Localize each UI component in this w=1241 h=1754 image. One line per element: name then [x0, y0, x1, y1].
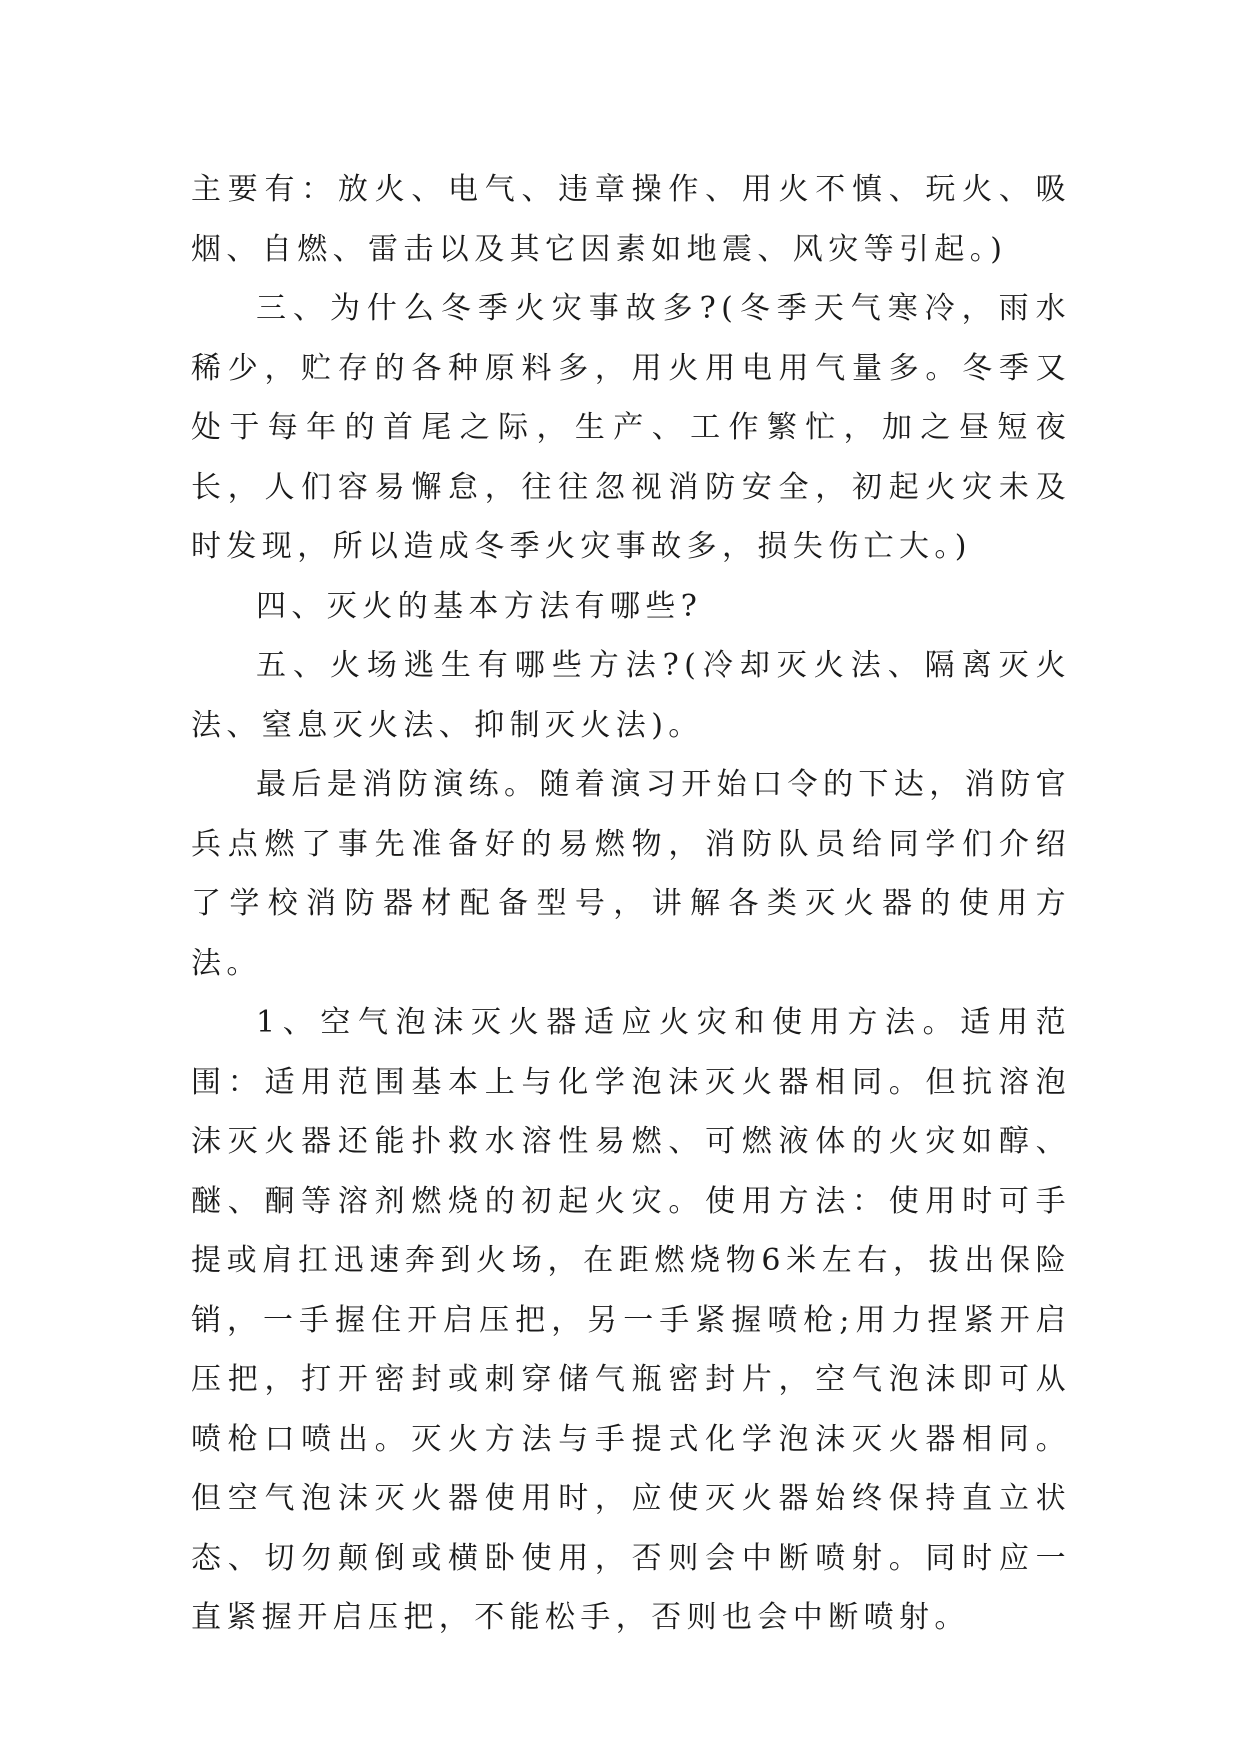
paragraph-escape-methods: 五、火场逃生有哪些方法?(冷却灭火法、隔离灭火法、窒息灭火法、抑制灭火法)。	[191, 648, 1071, 743]
paragraph-causes-continued: 主要有：放火、电气、违章操作、用火不慎、玩火、吸烟、自燃、雷击以及其它因素如地震、风灾等引起。)	[191, 172, 1071, 267]
paragraph-foam-extinguisher: 1、空气泡沫灭火器适应火灾和使用方法。适用范围：适用范围基本上与化学泡沫灭火器相同。但抗溶泡沫灭火器还能扑救水溶性易燃、可燃液体的火灾如醇、醚、酮等溶剂燃烧的初起火灾。使用方法：使用时可手提或肩扛迅速奔到火场，在距燃烧物6米左右，拔出保险销，一手握住开启压把，另一手紧握喷枪;用力捏紧开启压把，打开密封或刺穿储气瓶密封片，空气泡沫即可从喷枪口喷出。灭火方法与手提式化学泡沫灭火器相同。但空气泡沫灭火器使用时，应使灭火器始终保持直立状态、切勿颠倒或横卧使用，否则会中断喷射。同时应一直紧握开启压把，不能松手，否则也会中断喷射。	[191, 1005, 1071, 1635]
paragraph-fire-drill: 最后是消防演练。随着演习开始口令的下达，消防官兵点燃了事先准备好的易燃物，消防队员给同学们介绍了学校消防器材配备型号，讲解各类灭火器的使用方法。	[191, 767, 1071, 981]
paragraph-winter-fires: 三、为什么冬季火灾事故多?(冬季天气寒冷，雨水稀少，贮存的各种原料多，用火用电用气量多。冬季又处于每年的首尾之际，生产、工作繁忙，加之昼短夜长，人们容易懈怠，往往忽视消防安全，初起火灾未及时发现，所以造成冬季火灾事故多，损失伤亡大。)	[191, 291, 1071, 564]
paragraph-extinguish-methods: 四、灭火的基本方法有哪些?	[256, 588, 703, 624]
body-text	[191, 160, 1071, 1648]
